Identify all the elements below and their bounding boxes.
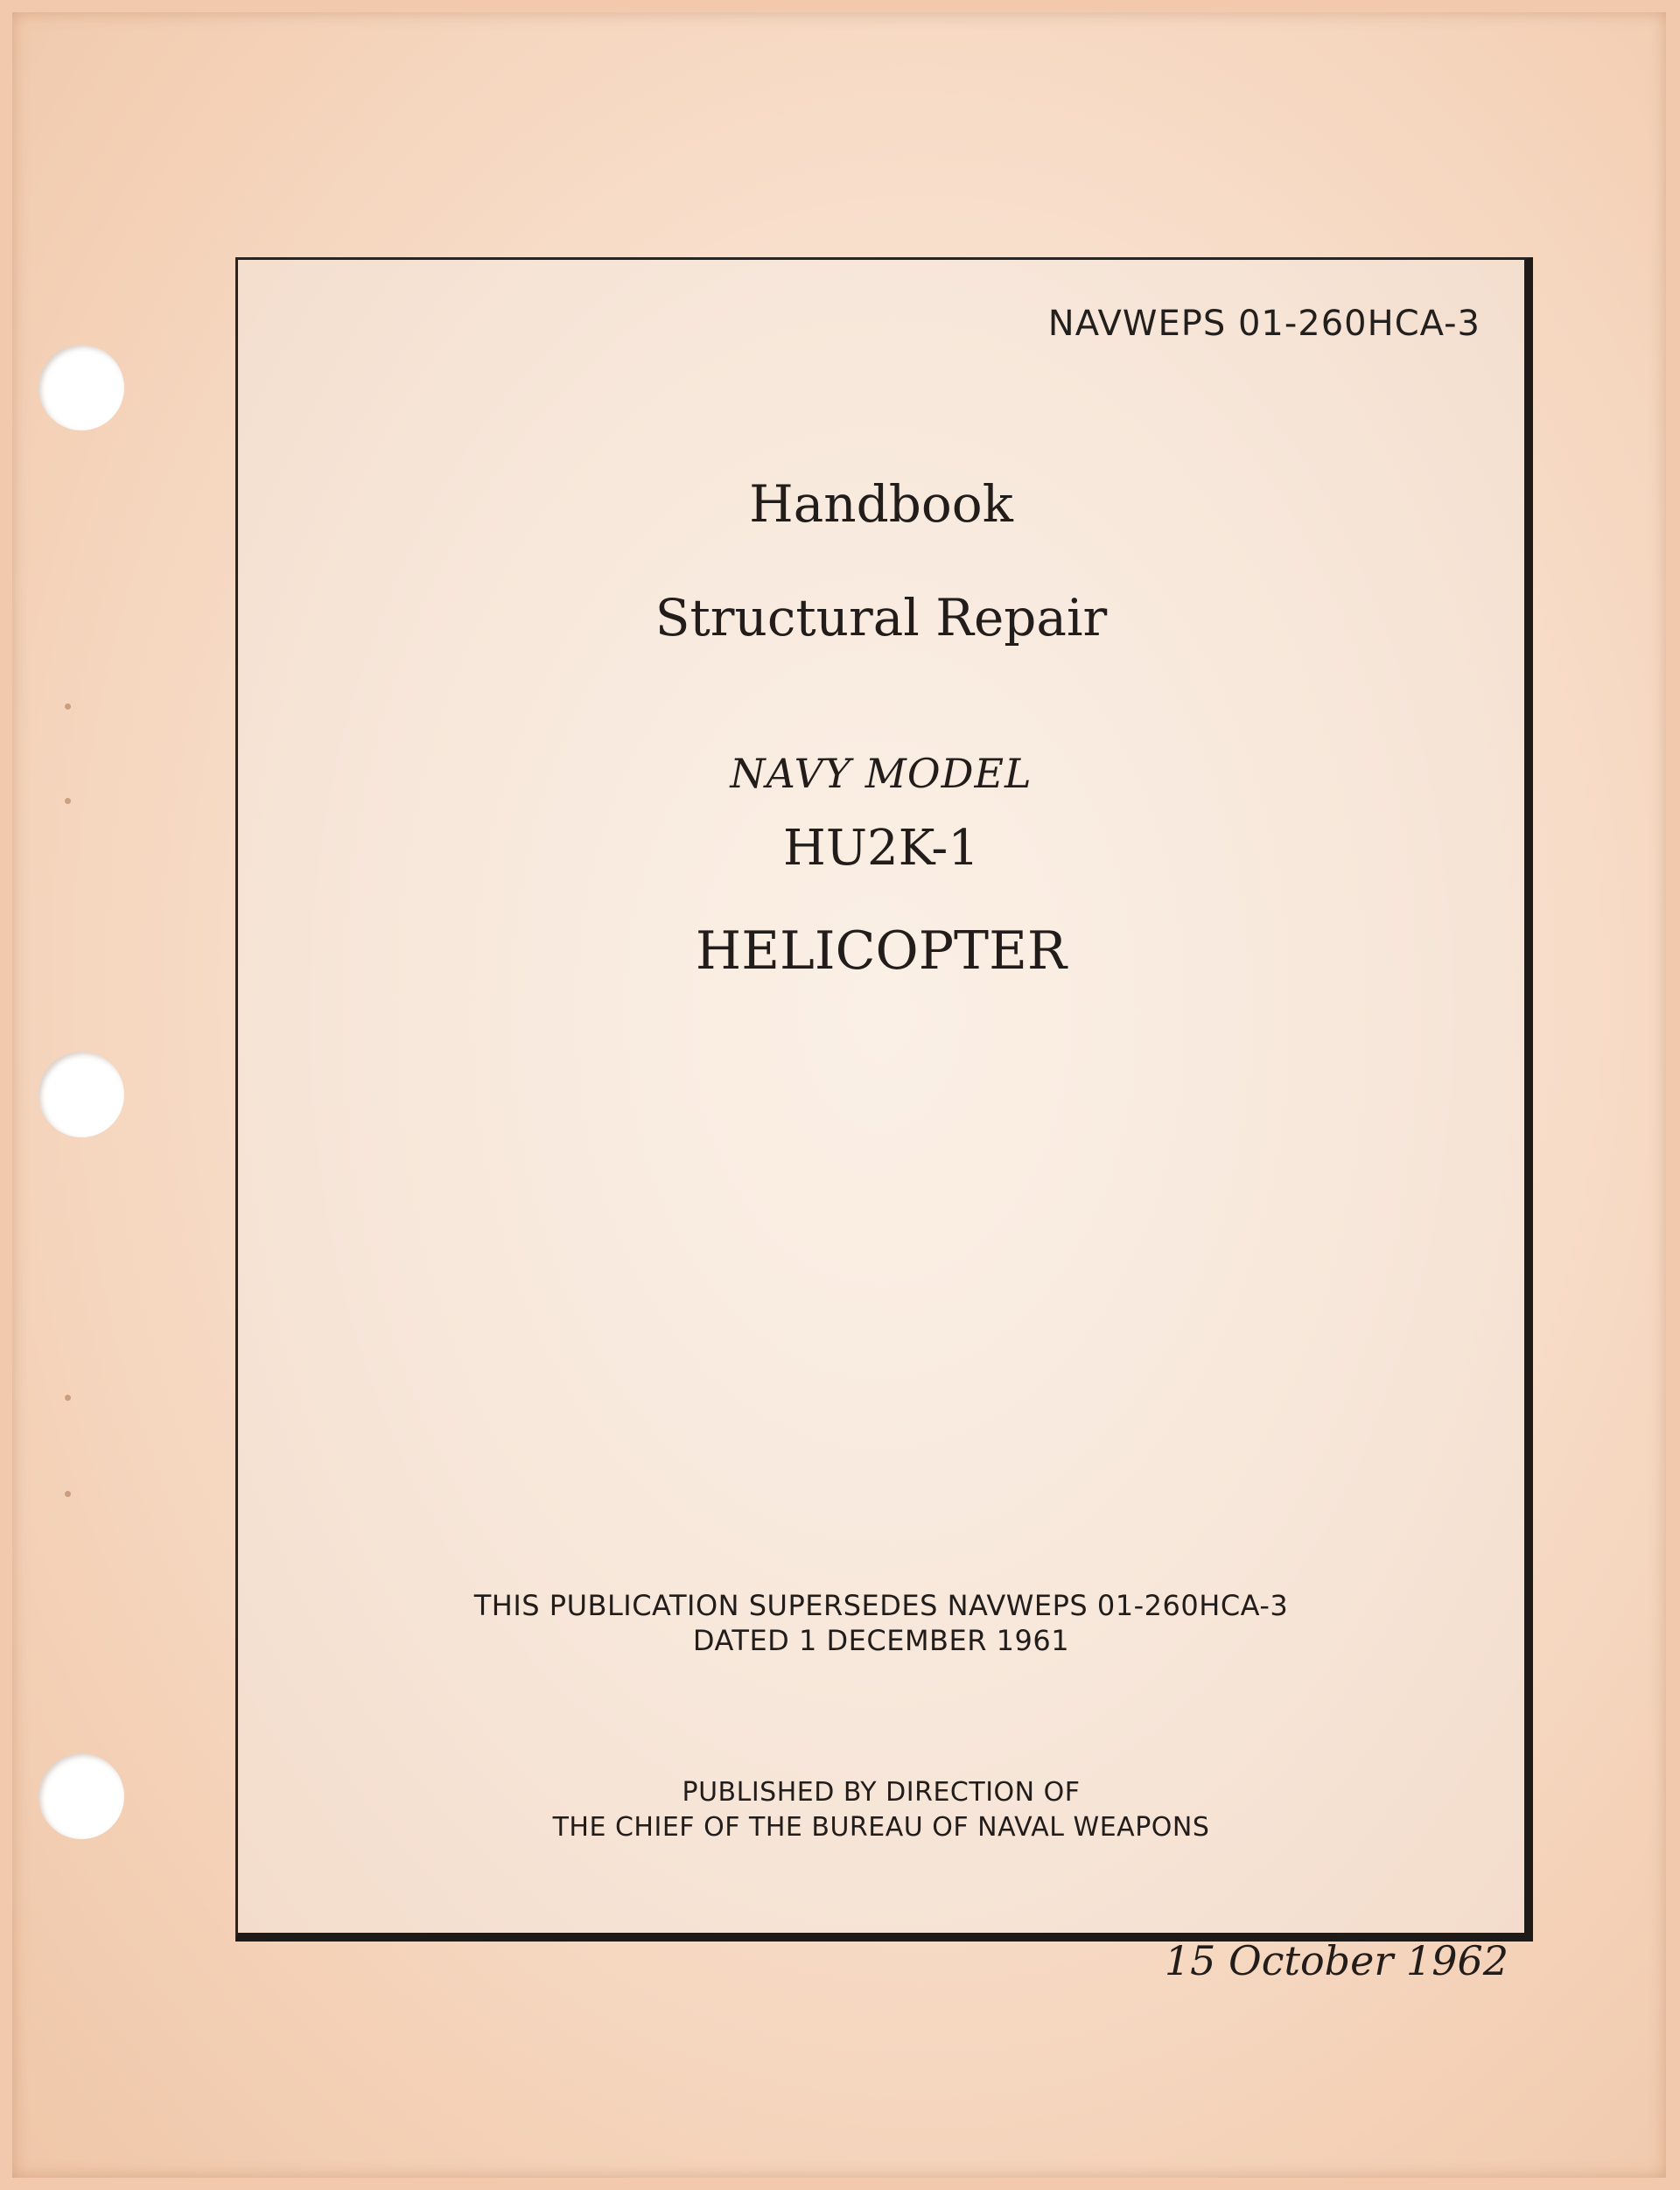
supersedes-notice: [238, 1588, 1524, 1658]
binder-hole-top: [38, 345, 124, 430]
document-subtitle: Structural Repair: [654, 588, 1108, 647]
aircraft-type: HELICOPTER: [695, 920, 1068, 982]
document-number: NAVWEPS 01-260HCA-3: [1047, 304, 1480, 344]
publishing-authority: [238, 1775, 1524, 1845]
paper-speck: [65, 1491, 71, 1497]
document-title: Handbook: [749, 474, 1013, 534]
paper-speck: [65, 703, 71, 710]
authority-line-2: THE CHIEF OF THE BUREAU OF NAVAL WEAPONS: [552, 1812, 1210, 1843]
paper-speck: [65, 1395, 71, 1401]
binder-hole-bottom: [38, 1753, 124, 1839]
authority-line-1: PUBLISHED BY DIRECTION OF: [682, 1777, 1081, 1808]
paper-speck: [65, 798, 71, 804]
supersedes-line-2: DATED 1 DECEMBER 1961: [692, 1624, 1070, 1657]
model-label: NAVY MODEL: [730, 750, 1032, 797]
model-number: HU2K-1: [783, 820, 979, 877]
supersedes-line-1: THIS PUBLICATION SUPERSEDES NAVWEPS 01-260HCA-3: [473, 1589, 1289, 1622]
binder-hole-middle: [38, 1052, 124, 1137]
publication-date: 15 October 1962: [1164, 1937, 1508, 1984]
cover-frame: [235, 257, 1533, 1942]
document-page: [12, 12, 1666, 2178]
